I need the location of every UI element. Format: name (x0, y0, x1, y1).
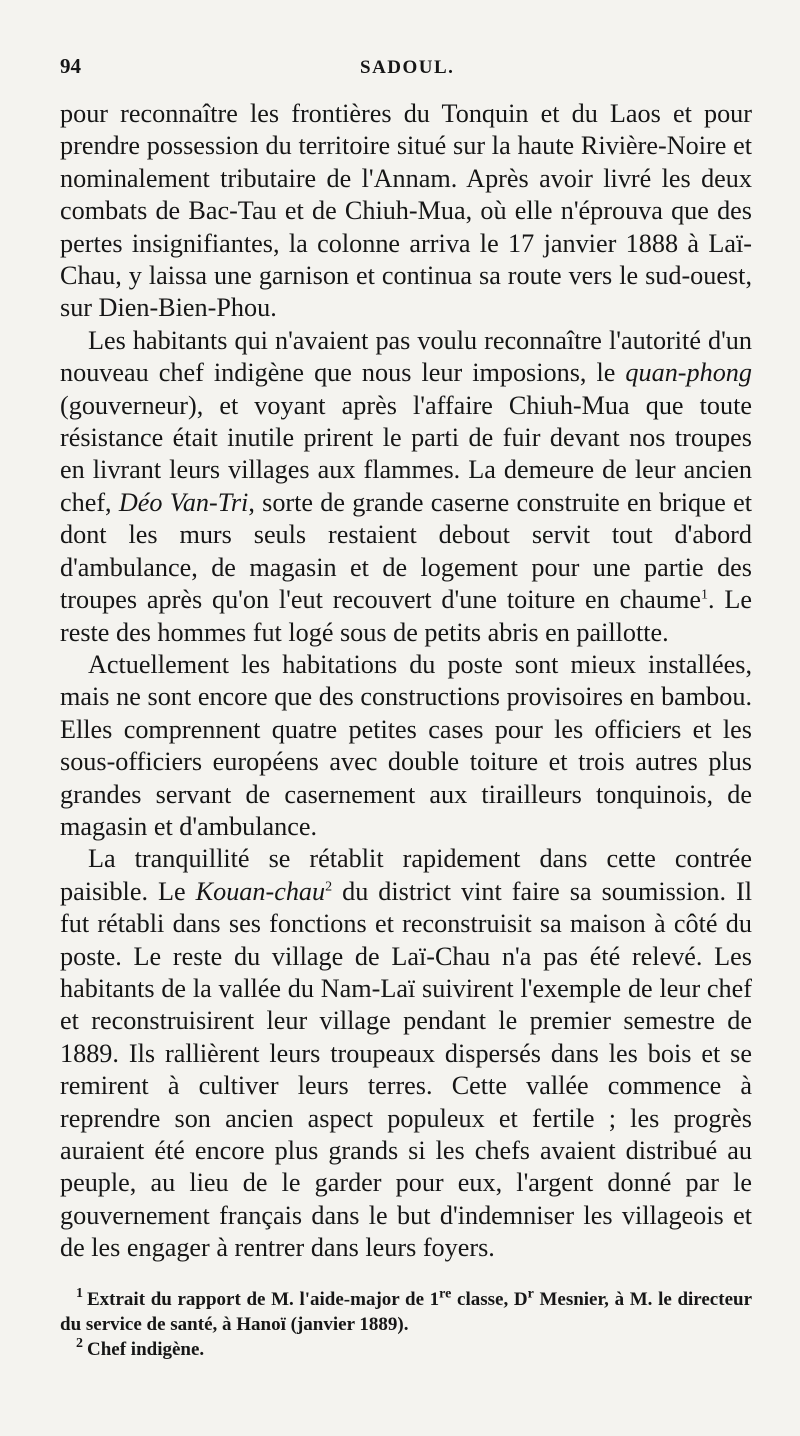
paragraph-4-text-a: La tranquillité se rétablit rapidement dans cette contrée paisible. Le (60, 844, 752, 906)
paragraph-3-text: Actuellement les habitations du poste sont mieux installées, mais ne sont encore que des constructions provisoires en bambou. Elles comprennent quatre petites cases pour les officiers et les sous-officiers européens avec double toiture et trois autres plus grandes servant de casernement aux tirailleurs tonquinois, de magasin et d'ambulance. (60, 649, 752, 841)
name-deo-van-tri: Déo Van-Tri (118, 487, 249, 517)
footnote-2-marker: 2 (76, 1336, 83, 1352)
paragraph-2 (60, 325, 752, 649)
paragraph-1 (60, 98, 752, 325)
footnote-2 (60, 1337, 752, 1362)
paragraph-4-text-b: du district vint faire sa soumission. Il fut rétabli dans ses fonctions et reconstruisit sa maison à côté du poste. Le reste du village de Laï-Chau n'a pas été relevé. Les habitants de la vallée du Nam-Laï suivirent l'exemple de leur chef et reconstruisirent leur village pendant le premier semestre de 1889. Ils rallièrent leurs troupeaux dispersés dans les bois et se remirent à cultiver leurs terres. Cette vallée commence à reprendre son ancien aspect populeux et fertile ; les progrès auraient été encore plus grands si les chefs avaient distribué au peuple, au lieu de le garder pour eux, l'argent donné par le gouvernement français dans le but d'indemniser les villageois et de les engager à rentrer dans leurs foyers. (60, 876, 752, 1263)
footnote-1-superscript-r: r (527, 1286, 534, 1302)
page-header (60, 54, 752, 90)
footnote-2-text: Chef indigène. (87, 1338, 205, 1360)
footnote-1-superscript-re: re (439, 1286, 452, 1302)
body-text (60, 98, 752, 1265)
footnote-ref-1: 1 (701, 587, 709, 603)
paragraph-3 (60, 649, 752, 843)
running-title: SADOUL. (360, 57, 455, 78)
paragraph-1-text: pour reconnaître les frontières du Tonquin et du Laos et pour prendre possession du territoire situé sur la haute Rivière-Noire et nominalement tributaire de l'Annam. Après avoir livré les deux combats de Bac-Tau et de Chiuh-Mua, où elle n'éprouva que des pertes insignifiantes, la colonne arriva le 17 janvier 1888 à Laï-Chau, y laissa une garnison et continua sa route vers le sud-ouest, sur Dien-Bien-Phou. (60, 99, 752, 323)
term-kouan-chau: Kouan-chau (195, 876, 326, 906)
footnote-1-marker: 1 (76, 1286, 83, 1302)
paragraph-4 (60, 843, 752, 1264)
footnote-1-text-b: classe, D (451, 1288, 528, 1310)
footnotes (60, 1287, 752, 1362)
paragraph-2-text-a: Les habitants qui n'avaient pas voulu reconnaître l'autorité d'un nouveau chef indigène que nous leur imposions, le (60, 325, 752, 388)
paragraph-2-text-b: (gouverneur), et voyant après l'affaire Chiuh-Mua que toute résistance était inutile prirent le parti de fuir devant nos troupes en livrant leurs villages aux flammes. La demeure de leur ancien chef, (60, 390, 752, 517)
page-number: 94 (60, 54, 81, 78)
footnote-1 (60, 1287, 752, 1337)
footnote-1-text-c: Mesnier, à M. le directeur du service de santé, à Hanoï (janvier 1889). (60, 1288, 753, 1335)
term-quan-phong: quan-phong (625, 358, 752, 388)
paragraph-2-text-c: , sorte de grande caserne construite en brique et dont les murs seuls restaient debout servit tout d'abord d'ambulance, de magasin et de logement pour une partie des troupes après qu'on l'eut recouvert d'une toiture en chaume (60, 487, 753, 615)
footnote-ref-2: 2 (325, 879, 333, 895)
paragraph-2-text-d: . Le reste des hommes fut logé sous de petits abris en paillotte. (60, 585, 753, 647)
footnote-1-text-a: Extrait du rapport de M. l'aide-major de 1 (87, 1288, 440, 1310)
